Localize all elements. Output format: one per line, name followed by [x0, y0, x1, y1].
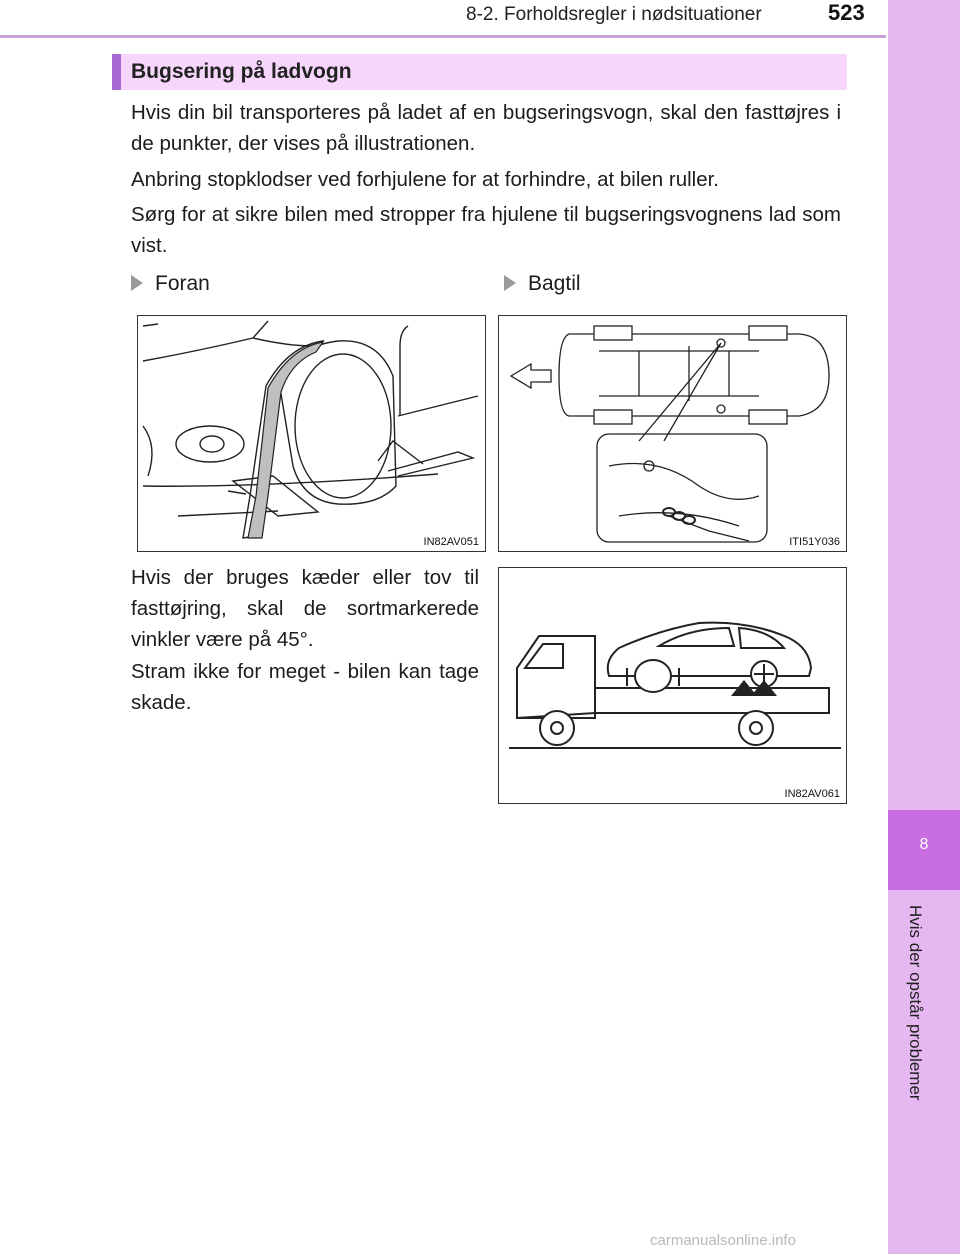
label-rear — [504, 272, 581, 296]
triangle-bullet-icon — [504, 275, 516, 291]
header-divider — [0, 35, 886, 38]
watermark-text: carmanualsonline.info — [650, 1232, 796, 1249]
label-front-text: Foran — [155, 272, 210, 295]
paragraph-transport: Hvis din bil transporteres på ladet af en bugseringsvogn, skal den fasttøjres i de punkter, der vises på illustrationen. — [131, 101, 841, 155]
page-number: 523 — [828, 0, 865, 25]
label-front — [131, 272, 210, 296]
section-heading-bar — [112, 54, 847, 90]
tow-truck-illustration — [499, 568, 848, 805]
figure-rear-underside — [498, 315, 847, 552]
figure-code: IN82AV061 — [784, 788, 840, 800]
section-title: Bugsering på ladvogn — [131, 60, 352, 83]
paragraph-straps: Sørg for at sikre bilen med stropper fra hjulene til bugseringsvognens lad som vist. — [131, 203, 841, 257]
chapter-number-tab[interactable]: 8 — [888, 810, 960, 890]
figure-code: ITI51Y036 — [789, 536, 840, 548]
triangle-bullet-icon — [131, 275, 143, 291]
chapter-title-vertical: Hvis der opstår problemer — [906, 905, 925, 1101]
paragraph-chain-angle: Hvis der bruges kæder eller tov til fasttøjring, skal de sortmarkerede vinkler være på 45°. — [131, 566, 479, 651]
paragraph-chocks: Anbring stopklodser ved forhjulene for at forhindre, at bilen ruller. — [131, 168, 720, 191]
rear-underside-illustration — [499, 316, 848, 553]
figure-code: IN82AV051 — [423, 536, 479, 548]
running-header-title: 8-2. Forholdsregler i nødsituationer — [466, 4, 762, 25]
front-wheel-illustration — [138, 316, 487, 553]
figure-tow-truck — [498, 567, 847, 804]
label-rear-text: Bagtil — [528, 272, 581, 295]
figure-front-wheel — [137, 315, 486, 552]
paragraph-no-overtighten: Stram ikke for meget - bilen kan tage skade. — [131, 660, 479, 714]
